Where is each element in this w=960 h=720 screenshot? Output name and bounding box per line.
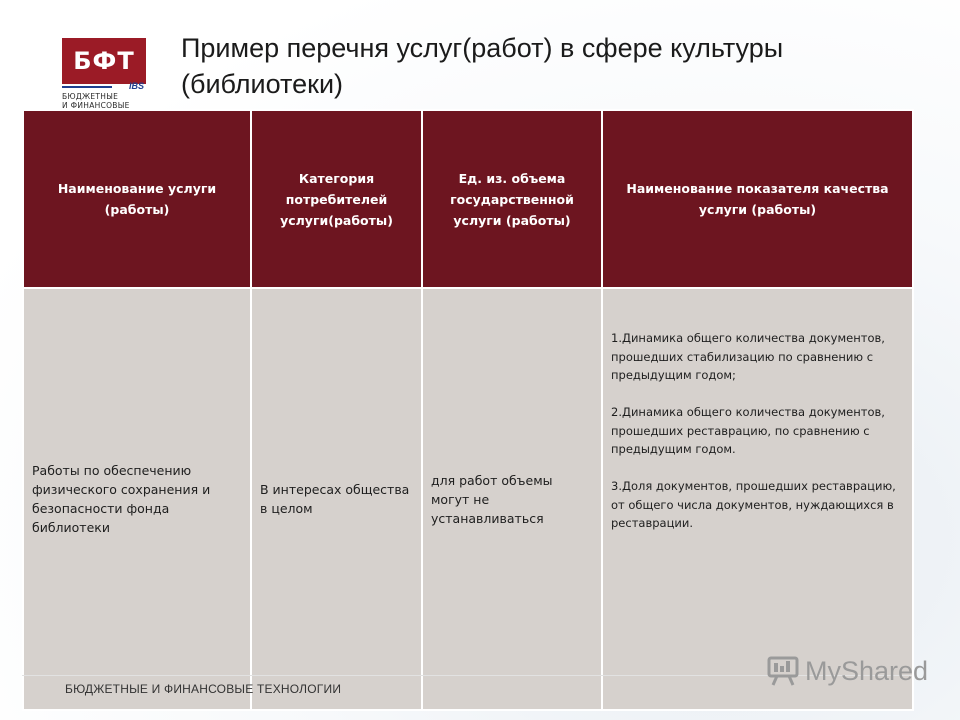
cell-quality-indicators: [602, 288, 913, 710]
logo-divider: [62, 86, 112, 88]
logo-subtitle: [62, 92, 146, 110]
table-row: [23, 288, 913, 710]
cell-volume-unit: для работ объемы могут не устанавливаться: [422, 288, 602, 710]
header-volume-unit: Ед. из. объема государственной услуги (работы): [422, 110, 602, 288]
indicator-item: 1.Динамика общего количества документов, прошедших стабилизацию по сравнению с предыдущим годом;: [611, 331, 885, 382]
footer-company-name: БЮДЖЕТНЫЕ И ФИНАНСОВЫЕ ТЕХНОЛОГИИ: [65, 682, 342, 696]
company-logo: [62, 38, 146, 112]
services-table: [22, 109, 914, 711]
watermark: [766, 655, 928, 687]
header-quality-indicator: Наименование показателя качества услуги (работы): [602, 110, 913, 288]
logo-brand: БФТ: [62, 38, 146, 84]
watermark-text: MyShared: [805, 655, 929, 686]
indicator-item: 2.Динамика общего количества документов, прошедших реставрацию, по сравнению с предыдущим годом.: [611, 405, 885, 456]
header-consumer-category: Категория потребителей услуги(работы): [251, 110, 422, 288]
indicator-item: 3.Доля документов, прошедших реставрацию, от общего числа документов, нуждающихся в реставрации.: [611, 479, 896, 530]
header-service-name: Наименование услуги (работы): [23, 110, 251, 288]
table-header-row: [23, 110, 913, 288]
presentation-icon: [766, 655, 800, 687]
logo-ibs: IBS: [128, 81, 144, 91]
logo-strip: [62, 81, 146, 91]
cell-service-name: Работы по обеспечению физического сохранения и безопасности фонда библиотеки: [23, 288, 251, 710]
cell-consumer-category: В интересах общества в целом: [251, 288, 422, 710]
logo-subtitle-line1: БЮДЖЕТНЫЕ: [62, 92, 119, 101]
logo-subtitle-line2: И ФИНАНСОВЫЕ: [62, 101, 130, 110]
slide-title: Пример перечня услуг(работ) в сфере культуры (библиотеки): [181, 33, 784, 99]
